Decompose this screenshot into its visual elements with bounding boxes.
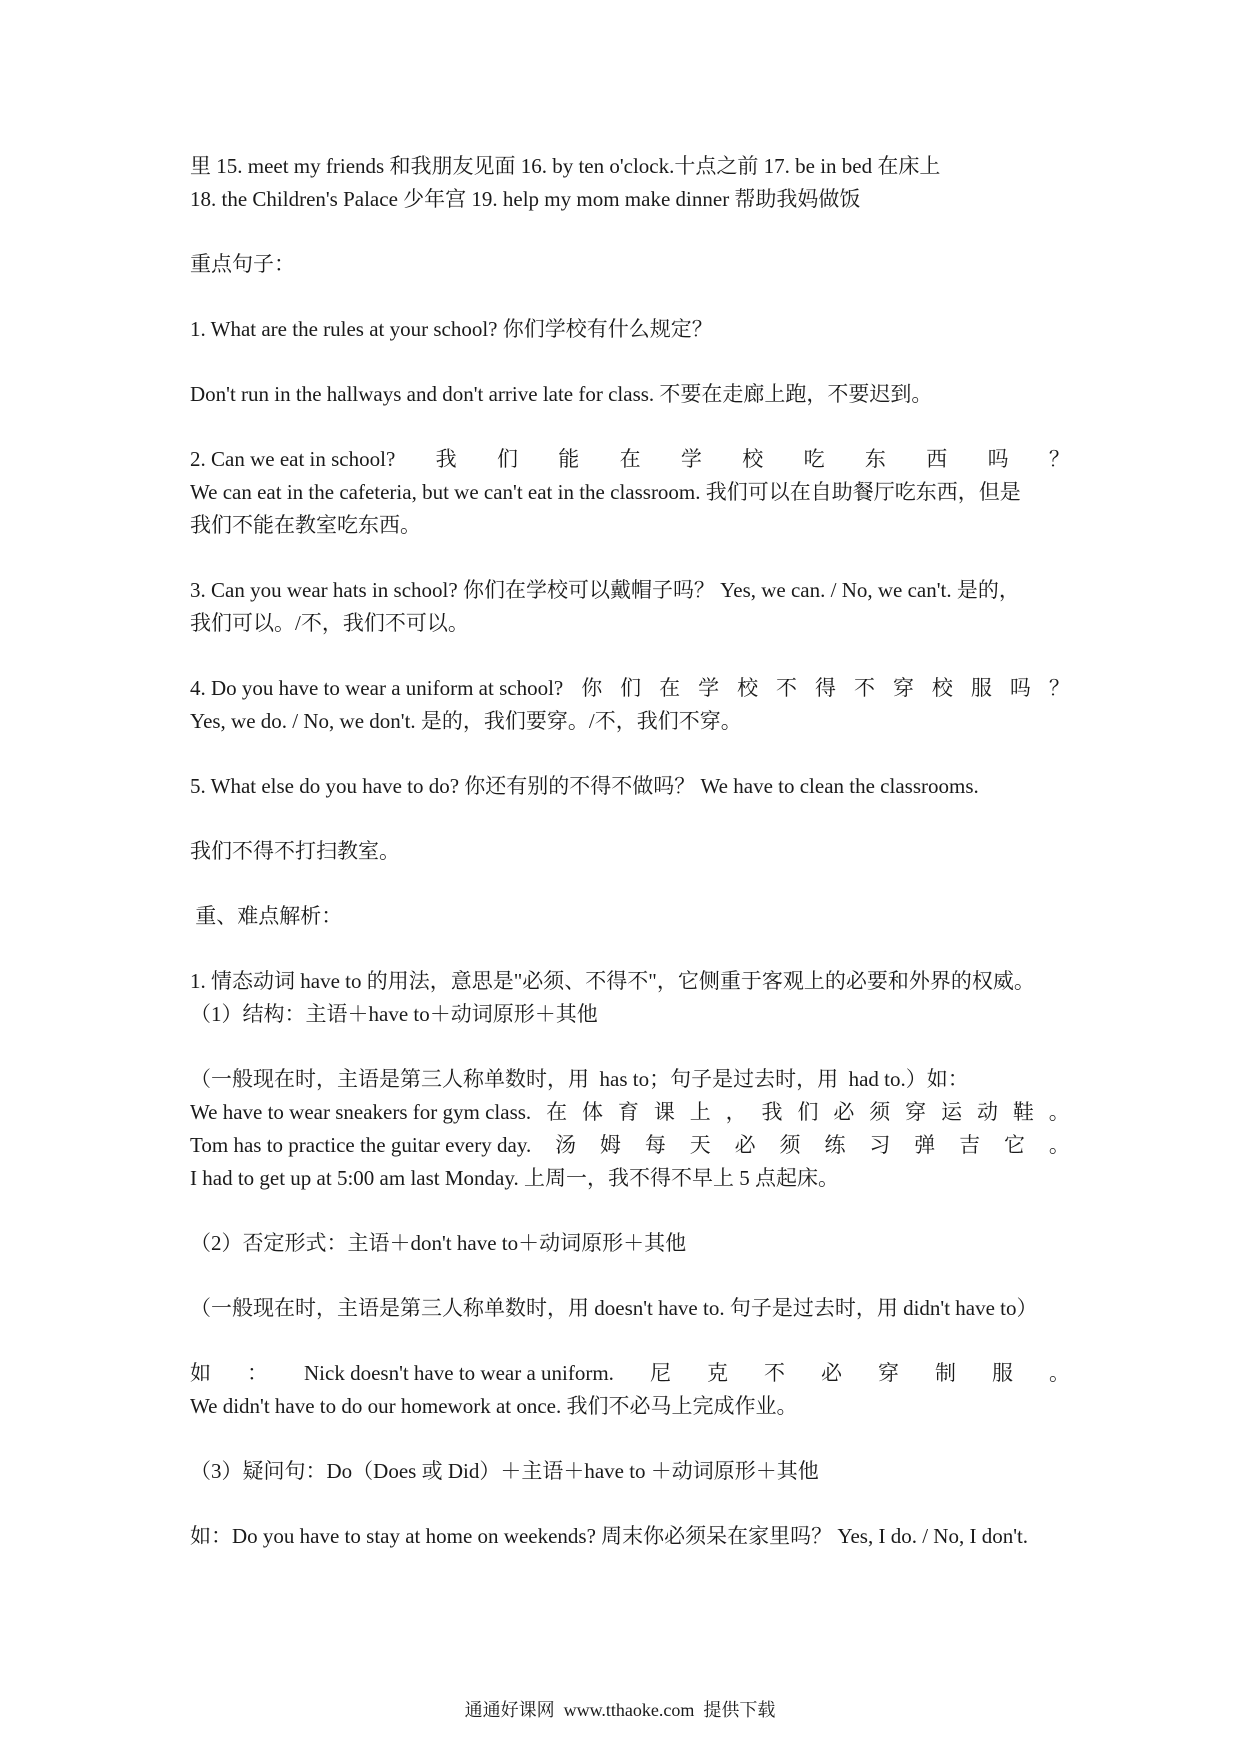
analysis-paragraph: 1. 情态动词 have to 的用法，意思是"必须、不得不"，它侧重于客观上的必要和外界的权威。 xyxy=(190,969,1035,993)
sentence-question: 1. What are the rules at your school? 你们学校有什么规定？ xyxy=(190,317,713,341)
spaced-char: 必 xyxy=(820,1361,842,1385)
vocab-line: 18. the Children's Palace 少年宫 19. help my mom make dinner 帮助我妈做饭 xyxy=(190,187,861,211)
spaced-char: 鞋 xyxy=(1012,1100,1034,1124)
example-en: Tom has to practice the guitar every day. xyxy=(190,1133,532,1157)
spaced-char: 弹 xyxy=(914,1133,936,1157)
spaced-char: 吉 xyxy=(959,1133,981,1157)
spaced-char: 们 xyxy=(620,676,642,700)
example-sentence xyxy=(190,1096,1070,1129)
sentence-answer: Don't run in the hallways and don't arrive late for class. 不要在走廊上跑，不要迟到。 xyxy=(190,382,933,406)
example-sentence: We didn't have to do our homework at once. 我们不必马上完成作业。 xyxy=(190,1394,798,1418)
vocab-line: 里 15. meet my friends 和我朋友见面 16. by ten o'clock.十点之前 17. be in bed 在床上 xyxy=(190,154,941,178)
analysis-subheading: （1）结构：主语＋have to＋动词原形＋其他 xyxy=(190,1002,598,1026)
spaced-char: 在 xyxy=(546,1100,568,1124)
spaced-char: 制 xyxy=(934,1361,956,1385)
analysis-subheading: （2）否定形式：主语＋don't have to＋动词原形＋其他 xyxy=(190,1231,687,1255)
example-en: We have to wear sneakers for gym class. xyxy=(190,1100,532,1124)
spaced-char: 不 xyxy=(853,676,875,700)
spaced-char: 不 xyxy=(763,1361,785,1385)
spaced-char: 穿 xyxy=(877,1361,899,1385)
spaced-char: 学 xyxy=(680,447,702,471)
spaced-char: 东 xyxy=(864,447,886,471)
example-sentence: I had to get up at 5:00 am last Monday. 上周一，我不得不早上 5 点起床。 xyxy=(190,1166,839,1190)
spaced-char: 如 xyxy=(190,1361,211,1385)
sentence-en: 4. Do you have to wear a uniform at school? xyxy=(190,676,564,700)
spaced-char: 校 xyxy=(742,447,764,471)
spaced-char: 必 xyxy=(833,1100,855,1124)
spaced-char: 汤 xyxy=(555,1133,577,1157)
spaced-char: 吃 xyxy=(803,447,825,471)
spaced-char: 克 xyxy=(706,1361,728,1385)
spaced-char: 它 xyxy=(1004,1133,1025,1157)
sentence-question xyxy=(190,672,1070,705)
spaced-char: 须 xyxy=(869,1100,891,1124)
spaced-char: 。 xyxy=(1048,1100,1070,1124)
spaced-char: 能 xyxy=(558,447,580,471)
document-body xyxy=(190,150,1070,1553)
sentence-answer: Yes, we do. / No, we don't. 是的，我们要穿。/不，我们不穿。 xyxy=(190,709,742,733)
spaced-char: 我 xyxy=(435,447,457,471)
spaced-char: 穿 xyxy=(905,1100,927,1124)
spaced-char: 西 xyxy=(926,447,948,471)
sentence-en: 2. Can we eat in school? xyxy=(190,447,396,471)
spaced-char: 吗 xyxy=(987,447,1009,471)
sentence-answer: 我们不能在教室吃东西。 xyxy=(190,513,421,537)
example-en: Nick doesn't have to wear a uniform. xyxy=(304,1361,614,1385)
spaced-char: 上 xyxy=(689,1100,711,1124)
spaced-char: 服 xyxy=(991,1361,1013,1385)
spaced-char: ？ xyxy=(1048,676,1070,700)
section-heading: 重、难点解析： xyxy=(190,904,343,928)
spaced-char: 不 xyxy=(776,676,798,700)
example-sentence xyxy=(190,1129,1070,1162)
spaced-char: 习 xyxy=(869,1133,891,1157)
sentence-question: 5. What else do you have to do? 你还有别的不得不做吗？ We have to clean the classrooms. xyxy=(190,774,979,798)
spaced-char: 必 xyxy=(734,1133,756,1157)
spaced-char: 体 xyxy=(582,1100,603,1124)
spaced-char: 。 xyxy=(1048,1133,1070,1157)
sentence-question xyxy=(190,443,1070,476)
spaced-char: ： xyxy=(247,1361,268,1385)
spaced-char: 穿 xyxy=(892,676,914,700)
spaced-char: 校 xyxy=(737,676,759,700)
analysis-note: （一般现在时，主语是第三人称单数时，用 doesn't have to. 句子是过去时，用 didn't have to） xyxy=(190,1296,1038,1320)
spaced-char: 每 xyxy=(644,1133,666,1157)
page-footer: 通通好课网 www.tthaoke.com 提供下载 xyxy=(464,1700,776,1720)
spaced-char: 服 xyxy=(970,676,992,700)
example-sentence: 如：Do you have to stay at home on weekends? 周末你必须呆在家里吗？ Yes, I do. / No, I don't. xyxy=(190,1524,1029,1548)
spaced-char: 在 xyxy=(619,447,641,471)
spaced-char: 姆 xyxy=(599,1133,621,1157)
spaced-char: 练 xyxy=(824,1133,846,1157)
analysis-note: （一般现在时，主语是第三人称单数时，用 has to；句子是过去时，用 had to.）如： xyxy=(190,1067,969,1091)
spaced-char: 们 xyxy=(797,1100,819,1124)
spaced-char: 须 xyxy=(779,1133,801,1157)
spaced-char: ？ xyxy=(1048,447,1070,471)
section-heading: 重点句子： xyxy=(190,252,295,276)
spaced-char: 你 xyxy=(581,676,603,700)
spaced-char: 天 xyxy=(689,1133,711,1157)
spaced-char: 校 xyxy=(931,676,953,700)
spaced-char: 课 xyxy=(653,1100,675,1124)
analysis-subheading: （3）疑问句：Do（Does 或 Did）＋主语＋have to ＋动词原形＋其他 xyxy=(190,1459,819,1483)
spaced-char: ， xyxy=(725,1100,747,1124)
spaced-char: 。 xyxy=(1048,1361,1070,1385)
spaced-char: 尼 xyxy=(649,1361,671,1385)
spaced-char: 育 xyxy=(617,1100,639,1124)
spaced-char: 动 xyxy=(976,1100,998,1124)
sentence-answer: 我们不得不打扫教室。 xyxy=(190,839,400,863)
spaced-char: 们 xyxy=(496,447,518,471)
spaced-char: 得 xyxy=(815,676,837,700)
spaced-char: 在 xyxy=(659,676,681,700)
spaced-char: 我 xyxy=(761,1100,783,1124)
spaced-char: 运 xyxy=(941,1100,963,1124)
sentence-answer: We can eat in the cafeteria, but we can't eat in the classroom. 我们可以在自助餐厅吃东西，但是 xyxy=(190,480,1021,504)
spaced-char: 学 xyxy=(698,676,720,700)
sentence-question: 3. Can you wear hats in school? 你们在学校可以戴帽子吗？ Yes, we can. / No, we can't. 是的， xyxy=(190,578,1020,602)
spaced-char: 吗 xyxy=(1009,676,1031,700)
sentence-answer: 我们可以。/不，我们不可以。 xyxy=(190,611,469,635)
example-sentence xyxy=(190,1357,1070,1390)
